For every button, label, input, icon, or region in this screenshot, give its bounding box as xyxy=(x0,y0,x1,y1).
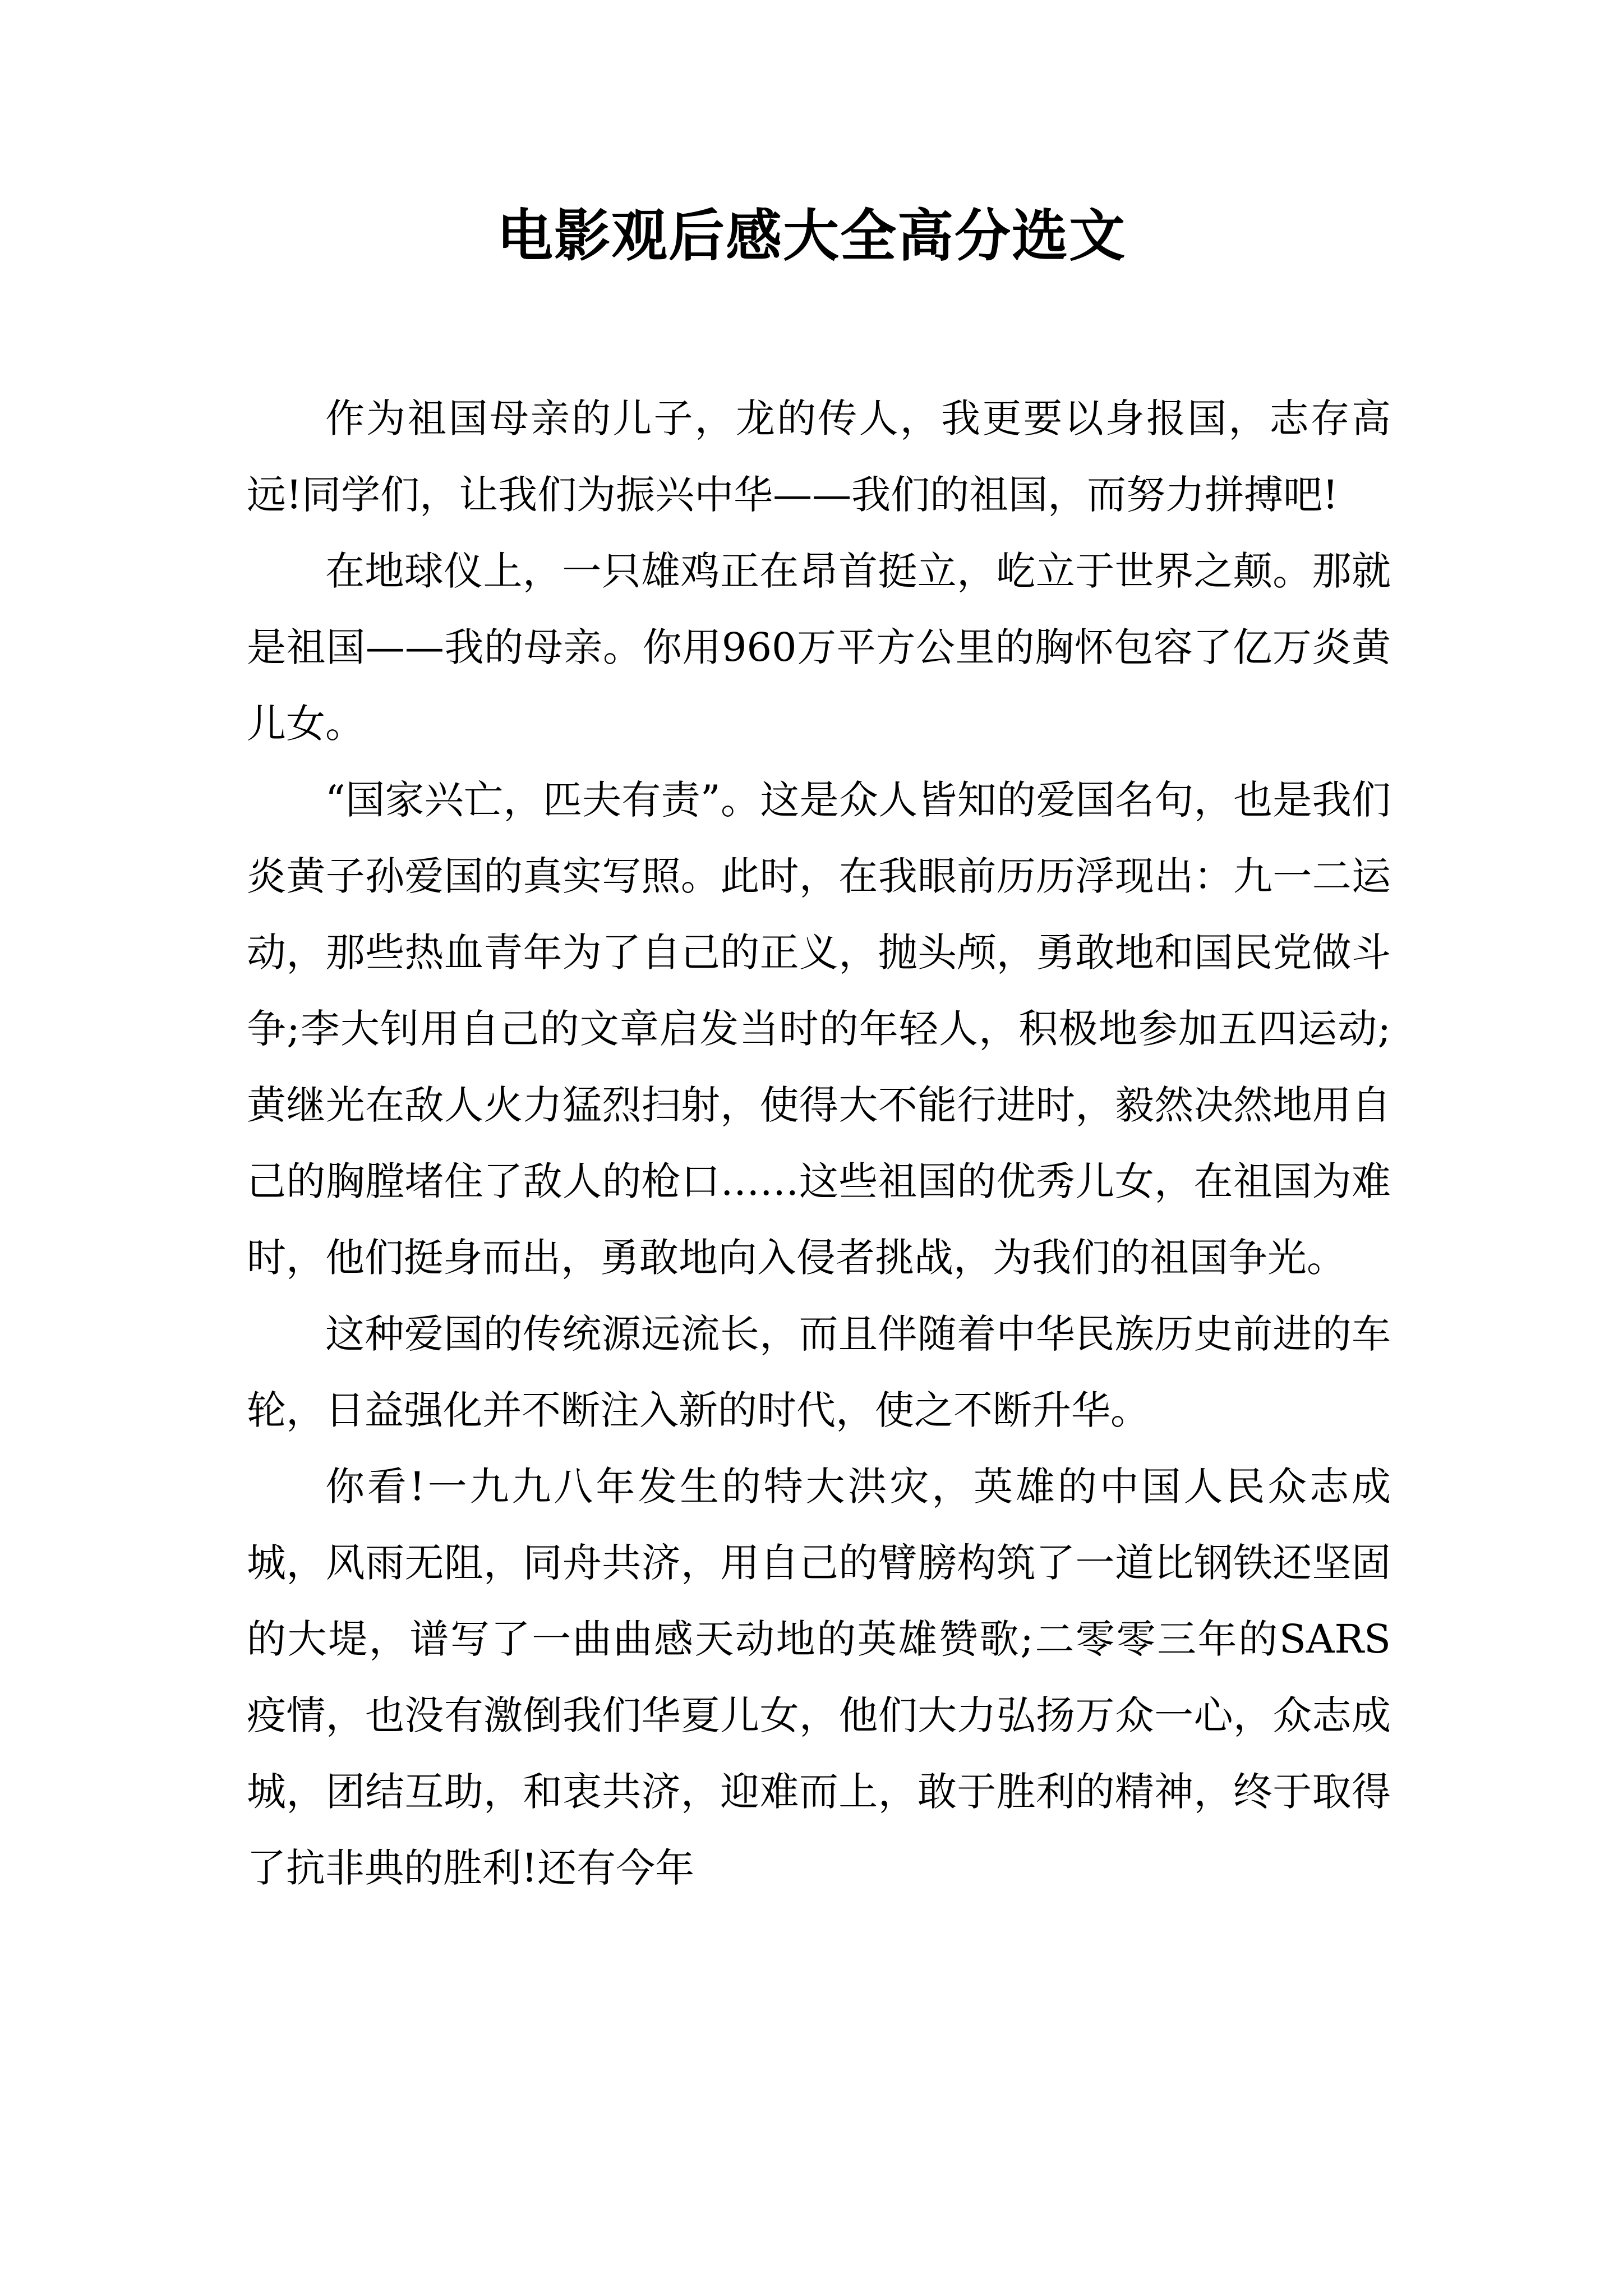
document-body xyxy=(247,380,1391,1906)
paragraph: 这种爱国的传统源远流长，而且伴随着中华民族历史前进的车轮，日益强化并不断注入新的时代，使之不断升华。 xyxy=(247,1311,1391,1433)
paragraph: 作为祖国母亲的儿子，龙的传人，我更要以身报国，志存高远!同学们，让我们为振兴中华——我们的祖国，而努力拼搏吧! xyxy=(247,395,1391,518)
paragraph: “国家兴亡，匹夫有责”。这是众人皆知的爱国名句，也是我们炎黄子孙爱国的真实写照。此时，在我眼前历历浮现出：九一二运动，那些热血青年为了自己的正义，抛头颅，勇敢地和国民党做斗争;李大钊用自己的文章启发当时的年轻人，积极地参加五四运动;黄继光在敌人火力猛烈扫射，使得大不能行进时，毅然决然地用自己的胸膛堵住了敌人的枪口……这些祖国的优秀儿女，在祖国为难时，他们挺身而出，勇敢地向入侵者挑战，为我们的祖国争光。 xyxy=(247,777,1391,1281)
paragraph: 你看!一九九八年发生的特大洪灾，英雄的中国人民众志成城，风雨无阻，同舟共济，用自己的臂膀构筑了一道比钢铁还坚固的大堤，谱写了一曲曲感天动地的英雄赞歌;二零零三年的SARS疫情，也没有激倒我们华夏儿女，他们大力弘扬万众一心，众志成城，团结互助，和衷共济，迎难而上，敢于胜利的精神，终于取得了抗非典的胜利!还有今年 xyxy=(247,1464,1391,1891)
document-title: 电影观后感大全高分选文 xyxy=(497,203,1126,269)
paragraph: 在地球仪上，一只雄鸡正在昂首挺立，屹立于世界之颠。那就是祖国——我的母亲。你用960万平方公里的胸怀包容了亿万炎黄儿女。 xyxy=(247,548,1391,747)
